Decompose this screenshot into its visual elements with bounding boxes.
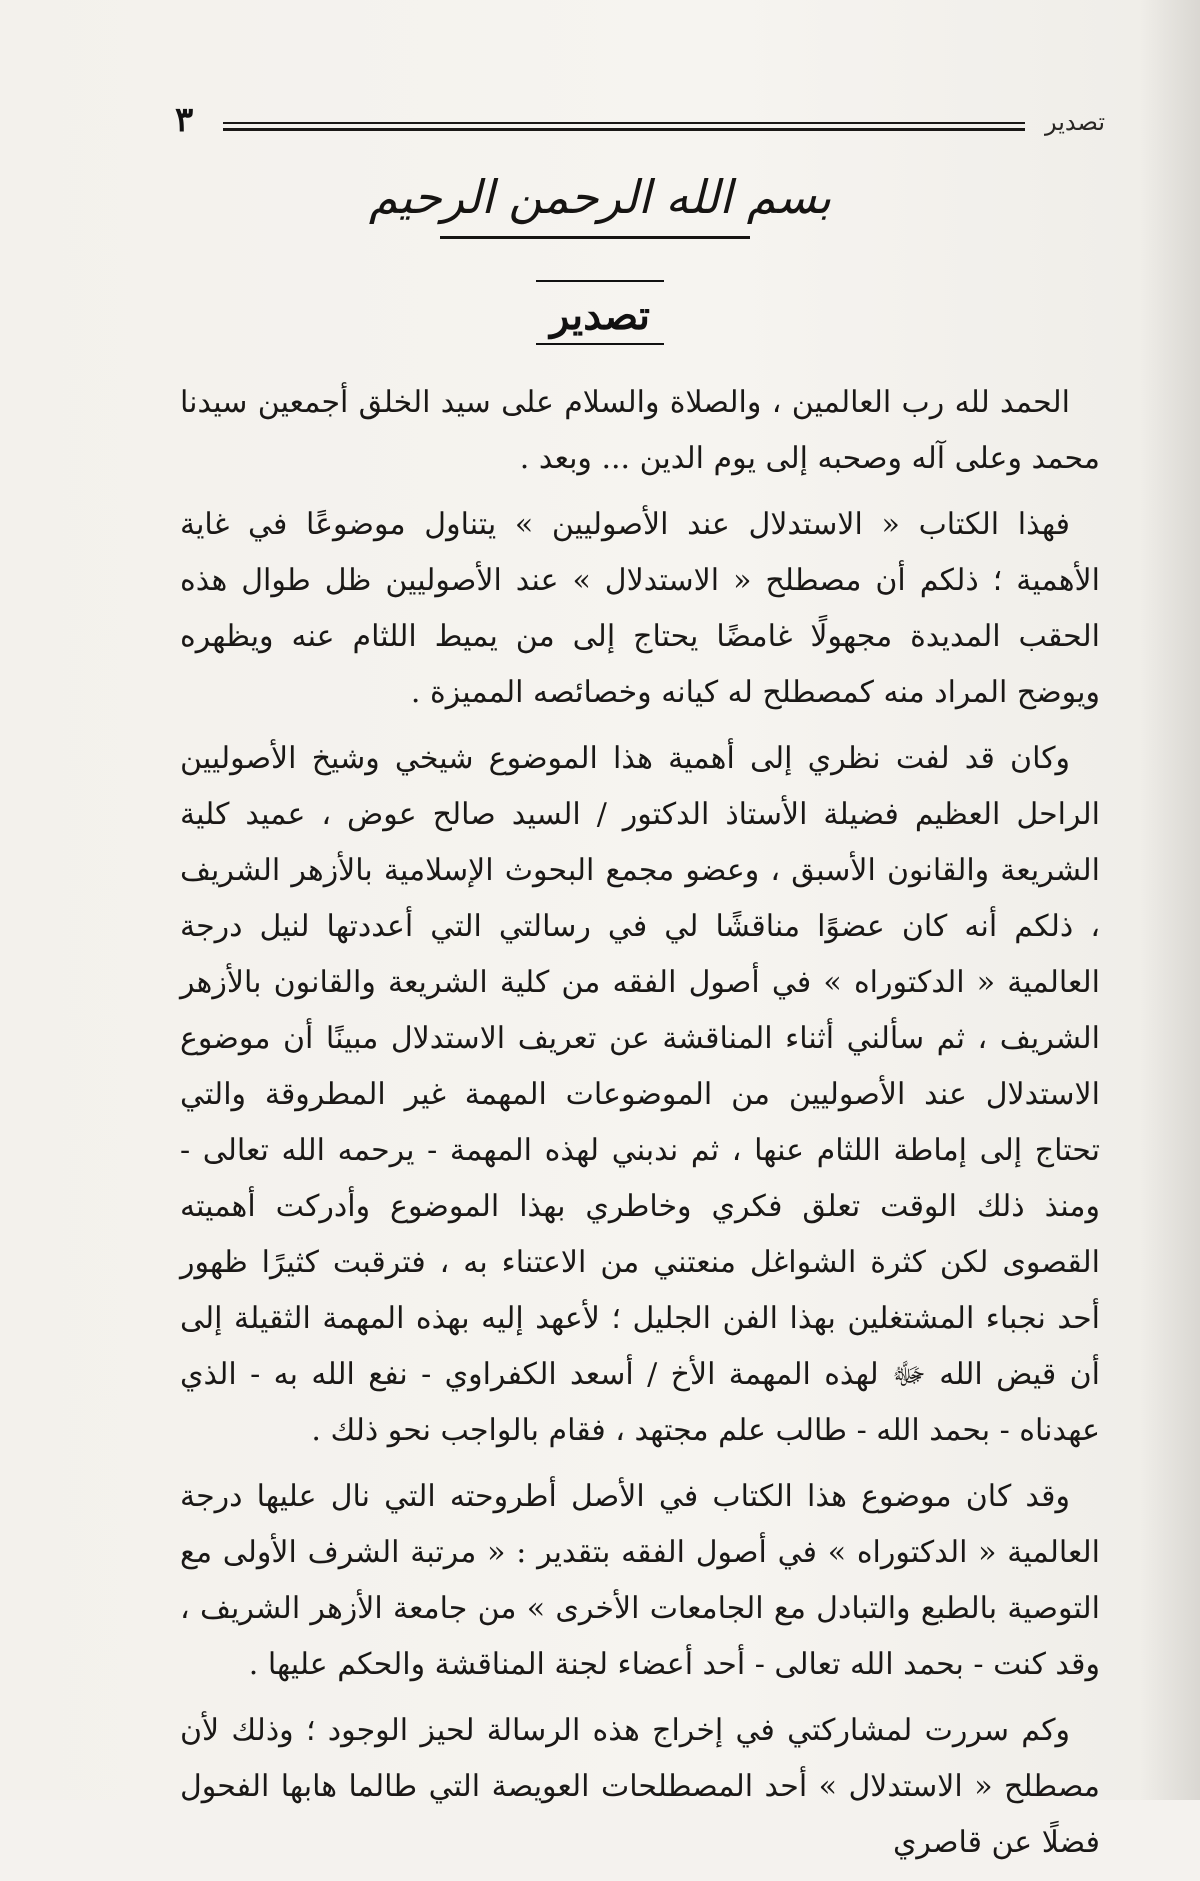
basmala-calligraphy-stroke [440, 236, 750, 239]
running-title: تصدير [1044, 108, 1105, 136]
section-heading [0, 280, 1200, 345]
body-text [180, 375, 1100, 1881]
paragraph: فهذا الكتاب « الاستدلال عند الأصوليين » يتناول موضوعًا في غاية الأهمية ؛ ذلكم أن مصطلح « الاستدلال » عند الأصوليين ظل طوال هذه الحقب المديدة مجهولًا غامضًا يحتاج إلى من يميط اللثام عنه ويظهره ويوضح المراد منه كمصطلح له كيانه وخصائصه المميزة . [180, 507, 1100, 710]
section-title: تصدير [536, 280, 664, 345]
paragraph: وكان قد لفت نظري إلى أهمية هذا الموضوع شيخي وشيخ الأصوليين الراحل العظيم فضيلة الأستاذ الدكتور / السيد صالح عوض ، عميد كلية الشريعة والقانون الأسبق ، وعضو مجمع البحوث الإسلامية بالأزهر الشريف ، ذلكم أنه كان عضوًا مناقشًا لي في رسالتي التي أعددتها لنيل درجة العالمية « الدكتوراه » في أصول الفقه من كلية الشريعة والقانون بالأزهر الشريف ، ثم سألني أثناء المناقشة عن تعريف الاستدلال مبينًا أن موضوع الاستدلال عند الأصوليين من الموضوعات المهمة غير المطروقة والتي تحتاج إلى إماطة اللثام عنها ، ثم ندبني لهذه المهمة - يرحمه الله تعالى - ومنذ ذلك الوقت تعلق فكري وخاطري بهذا الموضوع وأدركت أهميته القصوى لكن كثرة الشواغل منعتني من الاعتناء به ، فترقبت كثيرًا ظهور أحد نجباء المشتغلين بهذا الفن الجليل ؛ لأعهد إليه بهذه المهمة الثقيلة إلى أن قيض الله ﷻ لهذه المهمة الأخ / أسعد الكفراوي - نفع الله به - الذي عهدناه - بحمد الله - طالب علم مجتهد ، فقام بالواجب نحو ذلك . [180, 741, 1100, 1448]
paragraph: وقد كان موضوع هذا الكتاب في الأصل أطروحته التي نال عليها درجة العالمية « الدكتوراه » في أصول الفقه بتقدير : « مرتبة الشرف الأولى مع التوصية بالطبع والتبادل مع الجامعات الأخرى » من جامعة الأزهر الشريف ، وقد كنت - بحمد الله تعالى - أحد أعضاء لجنة المناقشة والحكم عليها . [180, 1479, 1100, 1682]
paragraph: الحمد لله رب العالمين ، والصلاة والسلام على سيد الخلق أجمعين سيدنا محمد وعلى آله وصحبه إلى يوم الدين ... وبعد . [180, 385, 1100, 476]
basmala [300, 170, 900, 250]
page-header [175, 100, 1105, 148]
paragraph: وكم سررت لمشاركتي في إخراج هذه الرسالة لحيز الوجود ؛ وذلك لأن مصطلح « الاستدلال » أحد المصطلحات العويصة التي طالما هابها الفحول فضلًا عن قاصري [180, 1713, 1100, 1860]
header-rule [223, 122, 1025, 124]
page-number: ٣ [175, 100, 194, 140]
page-edge-shadow [1140, 0, 1200, 1800]
header-rule-thick [223, 128, 1025, 131]
basmala-text: بسم الله الرحمن الرحيم [368, 170, 832, 224]
